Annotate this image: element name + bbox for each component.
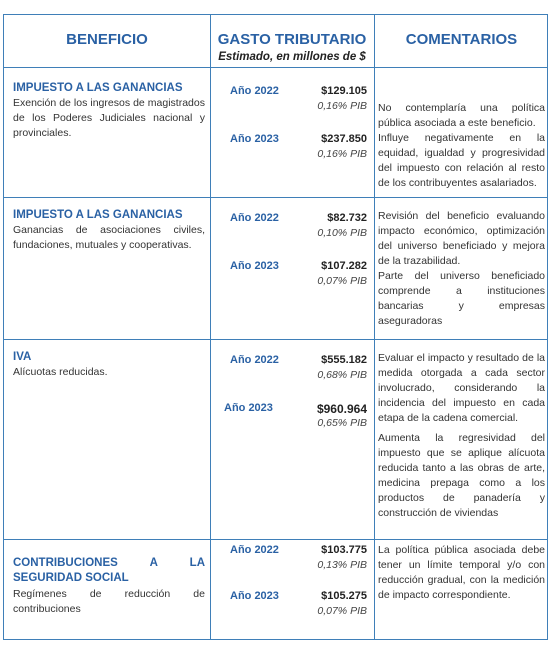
table-border-bottom: [4, 639, 547, 640]
column-divider: [374, 14, 375, 640]
year-label: Año 2022: [230, 354, 279, 366]
year-label: Año 2023: [230, 133, 279, 145]
column-divider: [210, 14, 211, 640]
year-label: Año 2023: [230, 260, 279, 272]
benefit-title: SEGURIDAD SOCIAL: [13, 572, 129, 584]
pib-value: 0,65% PIB: [317, 417, 367, 429]
amount-value: $82.732: [327, 212, 367, 224]
comment-text: No contemplaría una política pública asociada a este beneficio.: [378, 102, 545, 129]
comment-text: Influye negativamente en la equidad, igualdad y progresividad del impuesto con relación al resto de los contribuyentes asalariados.: [378, 132, 545, 189]
pib-value: 0,16% PIB: [317, 148, 367, 160]
table-border-top: [4, 14, 547, 15]
benefit-title: IMPUESTO A LAS GANANCIAS: [13, 209, 183, 221]
tax-expenditure-table: [3, 14, 548, 640]
amount-value: $103.775: [321, 544, 367, 556]
pib-value: 0,07% PIB: [317, 275, 367, 287]
year-label: Año 2022: [230, 544, 279, 556]
pib-value: 0,13% PIB: [317, 559, 367, 571]
benefit-title: IMPUESTO A LAS GANANCIAS: [13, 82, 183, 94]
comment-text: La política pública asociada debe tener un límite temporal y/o con reducción gradual, con la medición de impacto correspondiente.: [378, 544, 545, 601]
year-label: Año 2022: [230, 212, 279, 224]
year-label: Año 2023: [230, 590, 279, 602]
year-label: Año 2023: [224, 402, 273, 414]
header-gasto-tributario: GASTO TRIBUTARIO: [217, 31, 367, 48]
header-comentarios: COMENTARIOS: [405, 31, 518, 48]
benefit-description: Ganancias de asociaciones civiles, fundaciones, mutuales y cooperativas.: [13, 224, 205, 251]
header-gasto-subtitle: Estimado, en millones de $: [218, 51, 366, 63]
benefit-title: CONTRIBUCIONES A LA: [13, 557, 205, 569]
comment-text: Evaluar el impacto y resultado de la medida otorgada a cada sector involucrado, considerando la incidencia del impuesto en cada etapa de la cadena comercial.: [378, 352, 545, 424]
pib-value: 0,16% PIB: [317, 100, 367, 112]
benefit-title: IVA: [13, 351, 32, 363]
amount-value: $129.105: [321, 85, 367, 97]
amount-value: $107.282: [321, 260, 367, 272]
row-divider: [4, 197, 547, 198]
benefit-description: Exención de los ingresos de magistrados de los Poderes Judiciales nacional y provinciales.: [13, 97, 205, 139]
pib-value: 0,07% PIB: [317, 605, 367, 617]
row-divider: [4, 539, 547, 540]
benefit-description: Alícuotas reducidas.: [13, 366, 108, 378]
comment-text: Parte del universo beneficiado comprende a instituciones bancarias y empresas aseguradoras: [378, 270, 545, 327]
year-label: Año 2022: [230, 85, 279, 97]
amount-value: $960.964: [316, 402, 367, 416]
row-divider: [4, 339, 547, 340]
comment-text: Revisión del beneficio evaluando impacto económico, optimización del universo beneficiado y mejora de la trazabilidad.: [378, 210, 545, 267]
pib-value: 0,68% PIB: [317, 369, 367, 381]
amount-value: $555.182: [321, 354, 367, 366]
comment-text: Aumenta la regresividad del impuesto que se aplique alícuota reducida tanto a las obras de arte, medicina prepaga como a los productos de panadería y construcción de viviendas: [378, 432, 545, 519]
benefit-description: Regímenes de reducción de contribuciones: [13, 588, 205, 615]
header-beneficio: BENEFICIO: [66, 31, 148, 48]
amount-value: $237.850: [321, 133, 367, 145]
amount-value: $105.275: [321, 590, 367, 602]
pib-value: 0,10% PIB: [317, 227, 367, 239]
header-divider: [4, 67, 547, 68]
